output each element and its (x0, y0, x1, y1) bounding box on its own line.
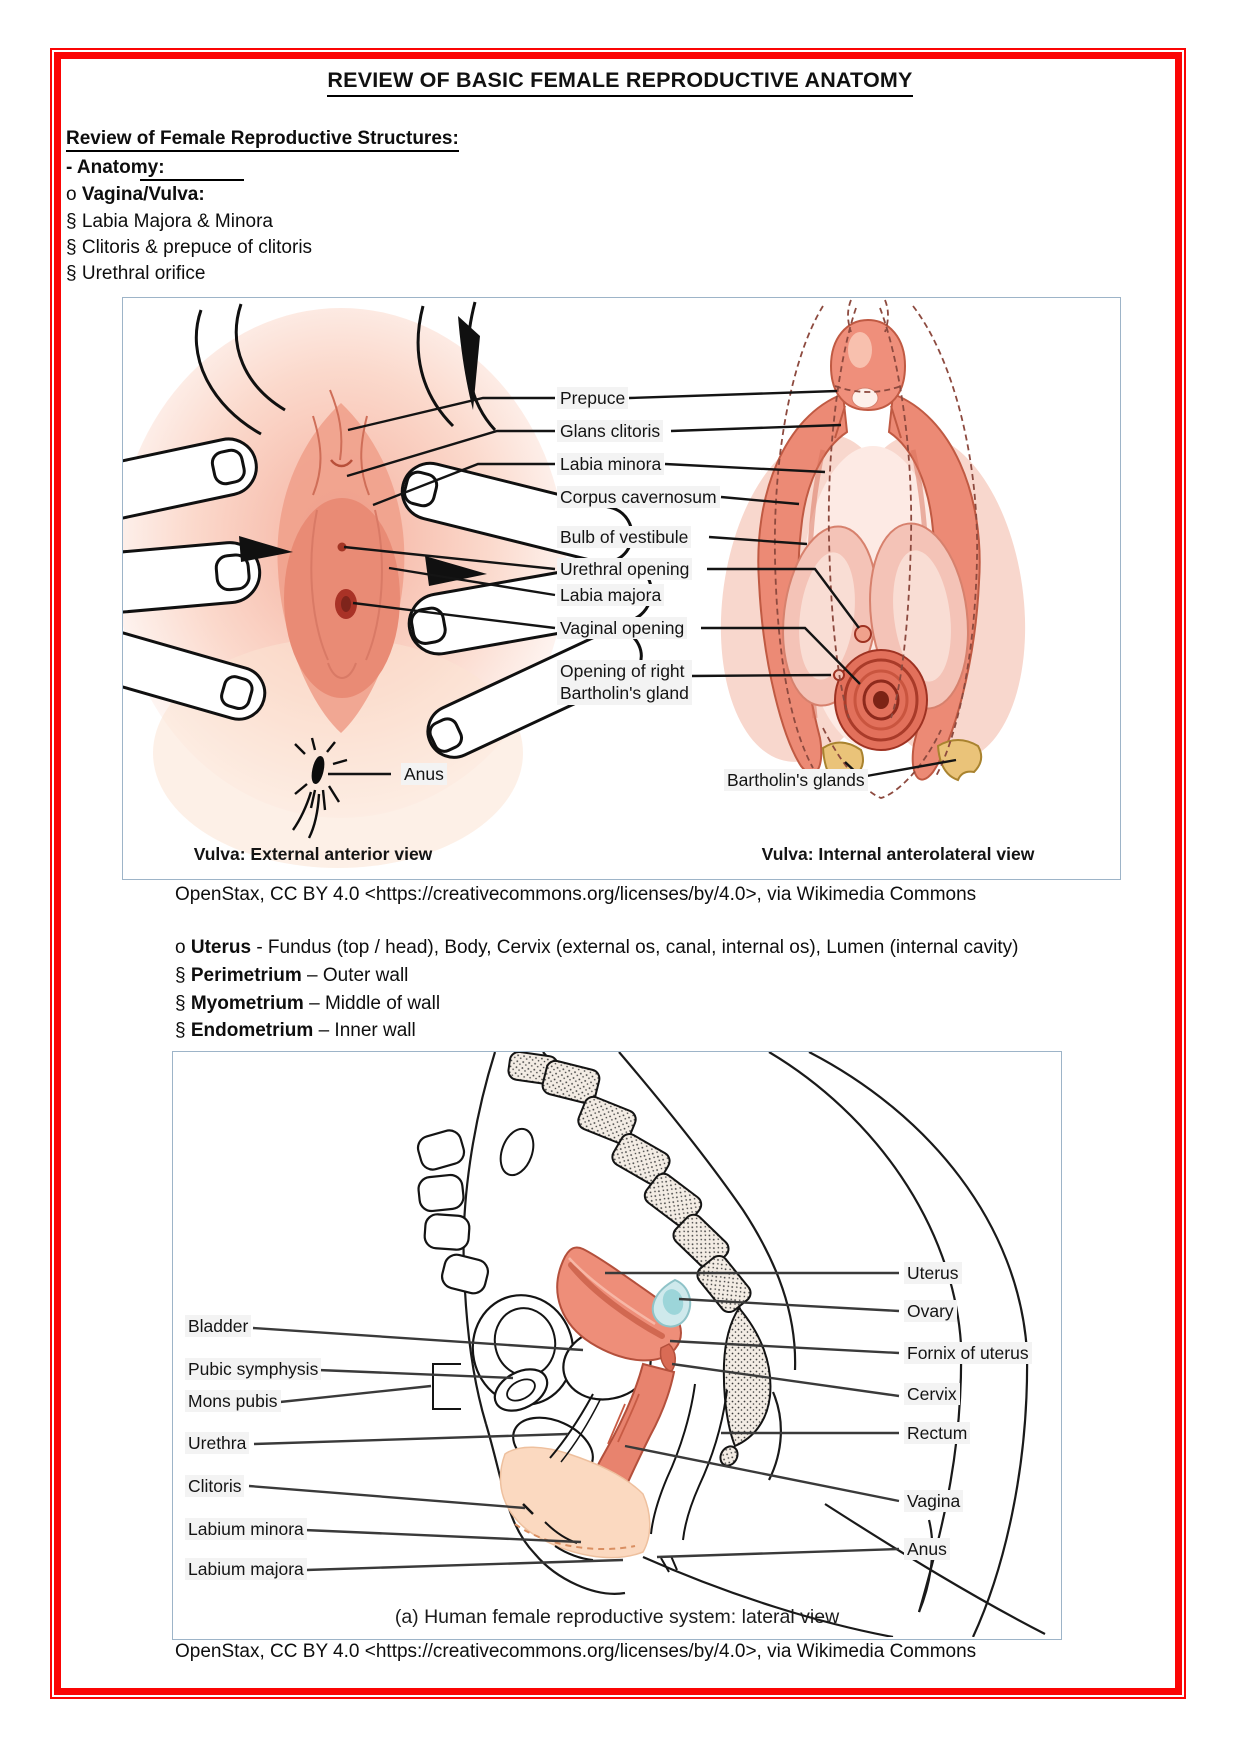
label-vaginal-opening: Vaginal opening (557, 617, 687, 639)
myometrium-line: § Myometrium – Middle of wall (175, 993, 441, 1014)
label-cervix: Cervix (904, 1383, 960, 1405)
label-prepuce: Prepuce (557, 387, 628, 409)
label-anus-lateral: Anus (904, 1538, 950, 1560)
figure-lateral-view (172, 1051, 1062, 1640)
label-urethral-opening: Urethral opening (557, 558, 692, 580)
label-anus: Anus (401, 763, 447, 785)
label-labium-majora: Labium majora (185, 1558, 307, 1580)
caption-external-view: Vulva: External anterior view (193, 844, 433, 864)
bartholin-gland-right (938, 740, 981, 780)
label-corpus-cavernosum: Corpus cavernosum (557, 486, 720, 508)
urethral-opening-ring (855, 626, 871, 642)
label-fornix-of-uterus: Fornix of uterus (904, 1342, 1032, 1364)
label-glans-clitoris: Glans clitoris (557, 420, 663, 442)
list-item: § Labia Majora & Minora (66, 211, 273, 232)
caption-lateral-view: (a) Human female reproductive system: lateral view (394, 1606, 840, 1628)
label-ovary: Ovary (904, 1300, 957, 1322)
vaginal-opening-rings (835, 650, 927, 750)
label-uterus: Uterus (904, 1262, 962, 1284)
page-title (0, 68, 1240, 93)
label-pubic-symphysis: Pubic symphysis (185, 1358, 321, 1380)
vulva-internal-view (701, 300, 1045, 798)
endometrium-line: § Endometrium – Inner wall (175, 1020, 416, 1041)
label-bladder: Bladder (185, 1315, 251, 1337)
attribution-figure1: OpenStax, CC BY 4.0 <https://creativecommons.org/licenses/by/4.0>, via Wikimedia Commons (175, 884, 977, 905)
label-clitoris: Clitoris (185, 1475, 244, 1497)
list-item: § Clitoris & prepuce of clitoris (66, 237, 313, 258)
attribution-figure2: OpenStax, CC BY 4.0 <https://creativecommons.org/licenses/by/4.0>, via Wikimedia Commons (175, 1641, 977, 1662)
label-labium-minora: Labium minora (185, 1518, 307, 1540)
perimetrium-line: § Perimetrium – Outer wall (175, 965, 409, 986)
list-item: § Urethral orifice (66, 263, 206, 284)
label-bulb-of-vestibule: Bulb of vestibule (557, 526, 691, 548)
mons-pubis-bracket (433, 1364, 461, 1409)
ovary-shape (653, 1280, 690, 1327)
intro-heading: Review of Female Reproductive Structures: (66, 127, 459, 151)
vagina-vulva-line: o Vagina/Vulva: (66, 184, 205, 205)
caption-internal-view: Vulva: Internal anterolateral view (761, 844, 1035, 864)
label-bartholins-glands: Bartholin's glands (724, 769, 868, 791)
anatomy-line: - Anatomy: (66, 157, 165, 178)
label-urethra: Urethra (185, 1432, 249, 1454)
label-vagina: Vagina (904, 1490, 963, 1512)
label-mons-pubis: Mons pubis (185, 1390, 281, 1412)
label-labia-majora: Labia majora (557, 584, 664, 606)
label-rectum: Rectum (904, 1422, 970, 1444)
page-title-text: REVIEW OF BASIC FEMALE REPRODUCTIVE ANATOMY (327, 68, 912, 97)
uterus-line: o Uterus - Fundus (top / head), Body, Cervix (external os, canal, internal os), Lumen (internal cavity) (175, 937, 1019, 958)
label-labia-minora: Labia minora (557, 453, 664, 475)
anatomy-underline (140, 179, 244, 181)
label-bartholin-opening: Opening of right Bartholin's gland (557, 660, 692, 705)
figure-vulva (122, 297, 1121, 880)
